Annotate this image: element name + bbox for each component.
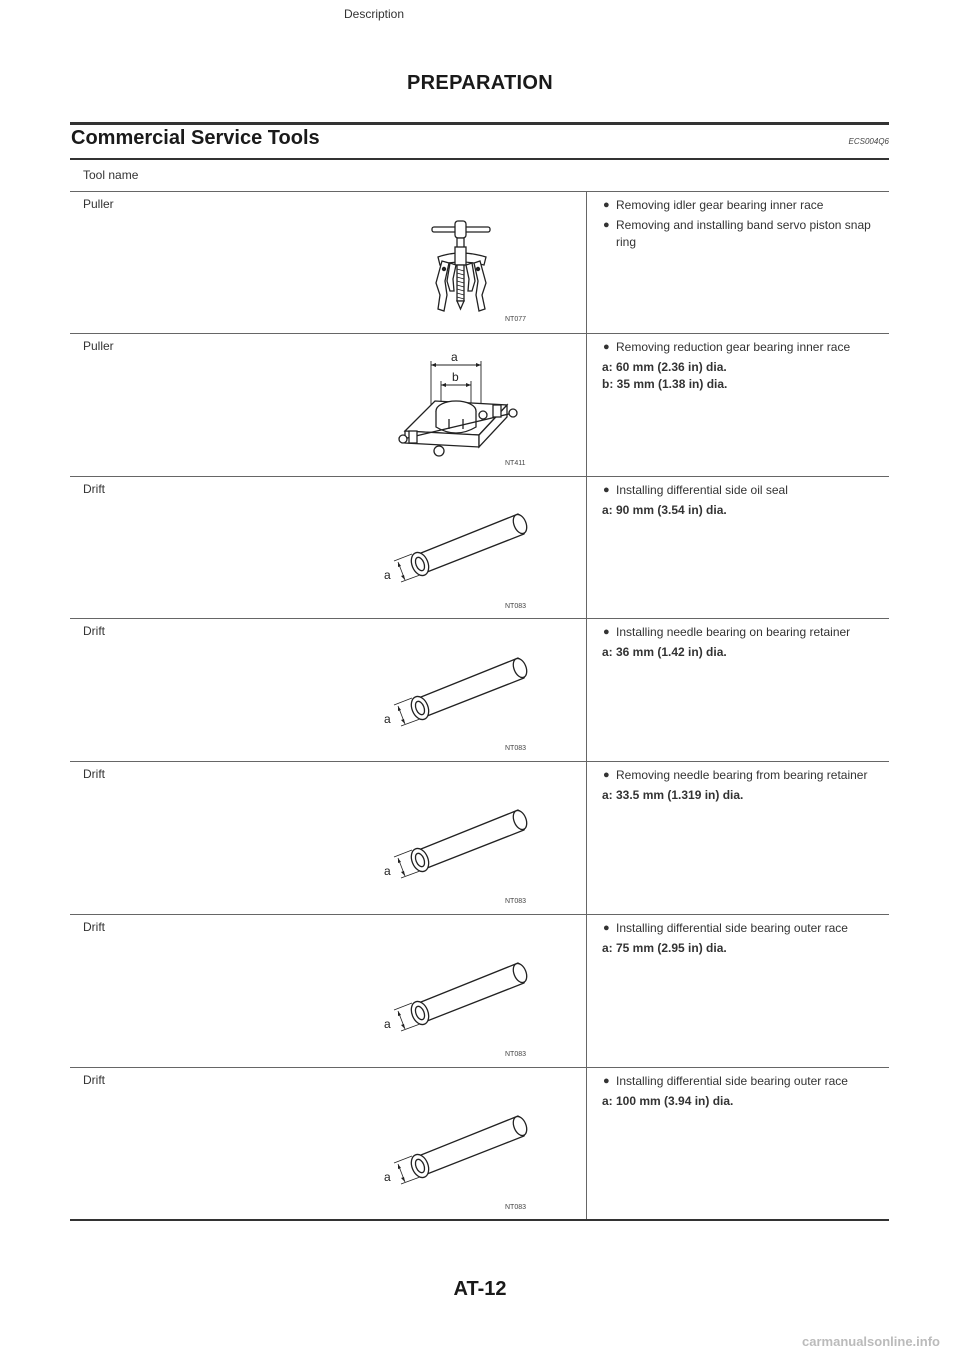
dimension-label-a: a [451,350,458,364]
dimension-label-a: a [384,568,391,582]
section-rule-top [70,122,889,125]
drift-figure [378,1112,538,1202]
table-row [70,476,889,618]
column-header-tool-name: Tool name [83,168,139,182]
tool-description [602,624,882,661]
tool-description [602,920,882,957]
figure-code: NT083 [505,1204,527,1211]
dimension-label-b: b [452,370,459,384]
dimension-label-a: a [384,1017,391,1031]
tool-description [602,339,882,393]
table-bottom-rule [70,1219,889,1221]
watermark: carmanualsonline.info [802,1334,940,1349]
bullet-icon: ● [603,922,610,934]
bullet-icon: ● [603,484,610,496]
description-bullet: ● Removing and installing band servo piston snap ring [603,218,871,249]
spec-a: a: 36 mm (1.42 in) dia. [602,645,727,659]
gear-puller-figure [424,219,524,319]
description-bullet: ● Removing idler gear bearing inner race [603,198,824,212]
dimension-label-a: a [384,864,391,878]
figure-code: NT083 [505,1051,527,1058]
drift-figure [378,510,538,600]
bullet-icon: ● [603,769,610,781]
bearing-puller-figure [395,347,525,467]
table-row [70,761,889,914]
figure-code: NT083 [505,603,527,610]
figure-code: NT077 [505,316,527,323]
bullet-icon: ● [603,1075,610,1087]
tool-name: Drift [83,1073,105,1087]
description-bullet: ● Removing needle bearing from bearing retainer [603,768,868,782]
spec-a: a: 75 mm (2.95 in) dia. [602,941,727,955]
tool-description [602,1073,882,1110]
dimension-label-a: a [384,1170,391,1184]
table-row [70,618,889,761]
spec-a: a: 100 mm (3.94 in) dia. [602,1094,734,1108]
figure-code: NT083 [505,745,527,752]
tool-description [602,482,882,519]
bullet-icon: ● [603,626,610,638]
figure-code: NT083 [505,898,527,905]
figure-code: NT411 [505,460,526,467]
table-row [70,1067,889,1220]
description-bullet: ● Installing differential side bearing outer race [603,1074,848,1088]
page-number: AT-12 [453,1278,507,1300]
bullet-icon: ● [603,341,610,353]
description-bullet: ● Installing differential side oil seal [603,483,788,497]
section-title: Commercial Service Tools [71,127,320,149]
tool-description [602,197,882,254]
spec-a: a: 90 mm (3.54 in) dia. [602,503,727,517]
drift-figure [378,806,538,896]
bullet-icon: ● [603,199,610,211]
tool-name: Puller [83,339,114,353]
drift-figure [378,654,538,744]
table-row [70,914,889,1067]
tool-name: Puller [83,197,114,211]
page-header-title: PREPARATION [407,72,553,94]
spec-a: a: 60 mm (2.36 in) dia. [602,360,727,374]
section-code: ECS004Q6 [848,137,889,146]
column-header-description: Description [344,7,405,21]
description-bullet: ● Removing reduction gear bearing inner race [603,340,851,354]
tool-name: Drift [83,624,105,638]
tool-name: Drift [83,920,105,934]
tool-name: Drift [83,482,105,496]
tool-description [602,767,882,804]
dimension-label-a: a [384,712,391,726]
table-row [70,333,889,476]
spec-a: a: 33.5 mm (1.319 in) dia. [602,788,744,802]
table-row [70,191,889,333]
spec-b: b: 35 mm (1.38 in) dia. [602,377,728,391]
drift-figure [378,959,538,1049]
description-bullet: ● Installing needle bearing on bearing retainer [603,625,851,639]
description-bullet: ● Installing differential side bearing outer race [603,921,848,935]
section-rule-bottom [70,158,889,160]
tool-name: Drift [83,767,105,781]
bullet-icon: ● [603,219,610,231]
